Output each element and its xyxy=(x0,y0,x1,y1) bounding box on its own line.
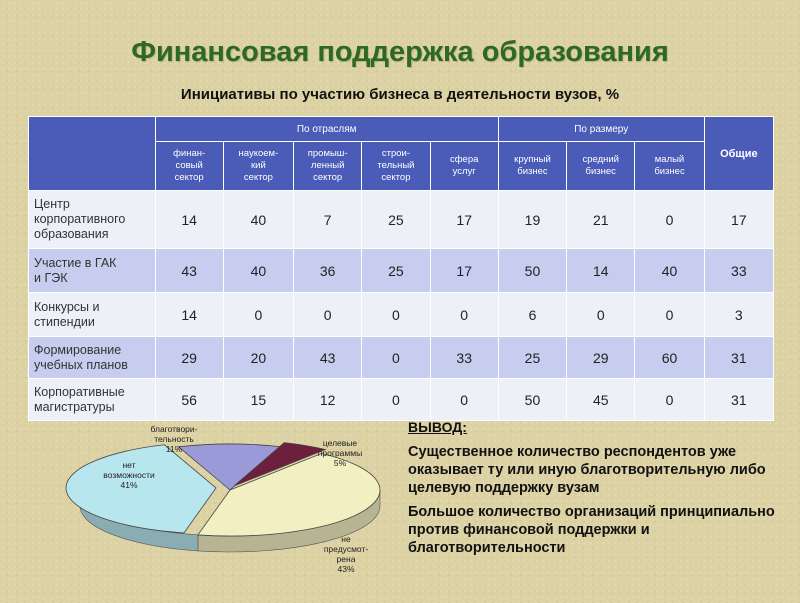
table-cell: 31 xyxy=(704,337,773,379)
row-label: Конкурсы и стипендии xyxy=(29,293,156,337)
table-cell: 33 xyxy=(704,249,773,293)
table-cell: 40 xyxy=(223,249,293,293)
column-header-0: финан- совый сектор xyxy=(155,142,223,191)
table-cell: 0 xyxy=(635,191,704,249)
table-cell: 50 xyxy=(498,379,566,421)
table-cell: 0 xyxy=(635,293,704,337)
table-cell: 29 xyxy=(567,337,635,379)
row-label: Участие в ГАК и ГЭК xyxy=(29,249,156,293)
table-cell: 0 xyxy=(362,337,430,379)
table-cell: 17 xyxy=(704,191,773,249)
table-row xyxy=(29,379,774,421)
table-cell: 25 xyxy=(362,249,430,293)
table-cell: 31 xyxy=(704,379,773,421)
conclusion-block xyxy=(408,419,798,563)
table-cell: 25 xyxy=(362,191,430,249)
group-header-industry: По отраслям xyxy=(155,117,498,142)
table-cell: 3 xyxy=(704,293,773,337)
table-cell: 0 xyxy=(362,293,430,337)
column-header-4: сфера услуг xyxy=(430,142,498,191)
column-header-2: промыш- ленный сектор xyxy=(294,142,362,191)
table-cell: 20 xyxy=(223,337,293,379)
table-cell: 25 xyxy=(498,337,566,379)
table-cell: 6 xyxy=(498,293,566,337)
table-cell: 36 xyxy=(294,249,362,293)
table-cell: 21 xyxy=(567,191,635,249)
table-cell: 0 xyxy=(294,293,362,337)
table-cell: 0 xyxy=(567,293,635,337)
column-header-1: наукоем- кий сектор xyxy=(223,142,293,191)
column-header-3: строи- тельный сектор xyxy=(362,142,430,191)
page-subtitle: Инициативы по участию бизнеса в деятельности вузов, % xyxy=(180,86,620,103)
table-row xyxy=(29,249,774,293)
table-cell: 0 xyxy=(635,379,704,421)
pie-chart xyxy=(40,418,410,598)
table-cell: 0 xyxy=(223,293,293,337)
table-cell: 0 xyxy=(430,379,498,421)
table-cell: 12 xyxy=(294,379,362,421)
table-cell: 45 xyxy=(567,379,635,421)
corner-header-cell xyxy=(29,117,156,191)
table-row xyxy=(29,191,774,249)
row-label: Корпоративные магистратуры xyxy=(29,379,156,421)
table-cell: 40 xyxy=(635,249,704,293)
table-cell: 0 xyxy=(362,379,430,421)
pie-label-charity: благотвори- тельность 11% xyxy=(150,424,198,454)
conclusion-title: ВЫВОД: xyxy=(408,419,467,435)
column-header-7: малый бизнес xyxy=(635,142,704,191)
table-cell: 43 xyxy=(155,249,223,293)
table-row xyxy=(29,337,774,379)
table-cell: 14 xyxy=(155,191,223,249)
table-cell: 40 xyxy=(223,191,293,249)
table-cell: 33 xyxy=(430,337,498,379)
pie-label-target: целевые программы 5% xyxy=(317,438,363,468)
table-cell: 17 xyxy=(430,249,498,293)
table-cell: 56 xyxy=(155,379,223,421)
column-header-total: Общие xyxy=(704,117,773,191)
table-cell: 14 xyxy=(567,249,635,293)
conclusion-paragraph-1: Существенное количество респондентов уже оказывает ту или иную благотворительную либо целевую поддержку вузам xyxy=(408,444,766,496)
table-cell: 60 xyxy=(635,337,704,379)
group-header-size: По размеру xyxy=(498,117,704,142)
table-cell: 50 xyxy=(498,249,566,293)
table-cell: 15 xyxy=(223,379,293,421)
table-cell: 17 xyxy=(430,191,498,249)
table-row xyxy=(29,293,774,337)
pie-label-impossible: нет возможности 41% xyxy=(103,460,155,490)
conclusion-paragraph-2: Большое количество организаций принципиально против финансовой поддержки и благотворительности xyxy=(408,504,775,556)
table-cell: 0 xyxy=(430,293,498,337)
table-cell: 29 xyxy=(155,337,223,379)
column-header-5: крупный бизнес xyxy=(498,142,566,191)
row-label: Формирование учебных планов xyxy=(29,337,156,379)
column-header-6: средний бизнес xyxy=(567,142,635,191)
table-cell: 43 xyxy=(294,337,362,379)
table-cell: 7 xyxy=(294,191,362,249)
data-table xyxy=(28,116,774,421)
table-cell: 19 xyxy=(498,191,566,249)
row-label: Центр корпоративного образования xyxy=(29,191,156,249)
pie-label-notplanned: не предусмот- рена 43% xyxy=(323,534,369,574)
page-title: Финансовая поддержка образования xyxy=(131,36,669,68)
table-cell: 14 xyxy=(155,293,223,337)
